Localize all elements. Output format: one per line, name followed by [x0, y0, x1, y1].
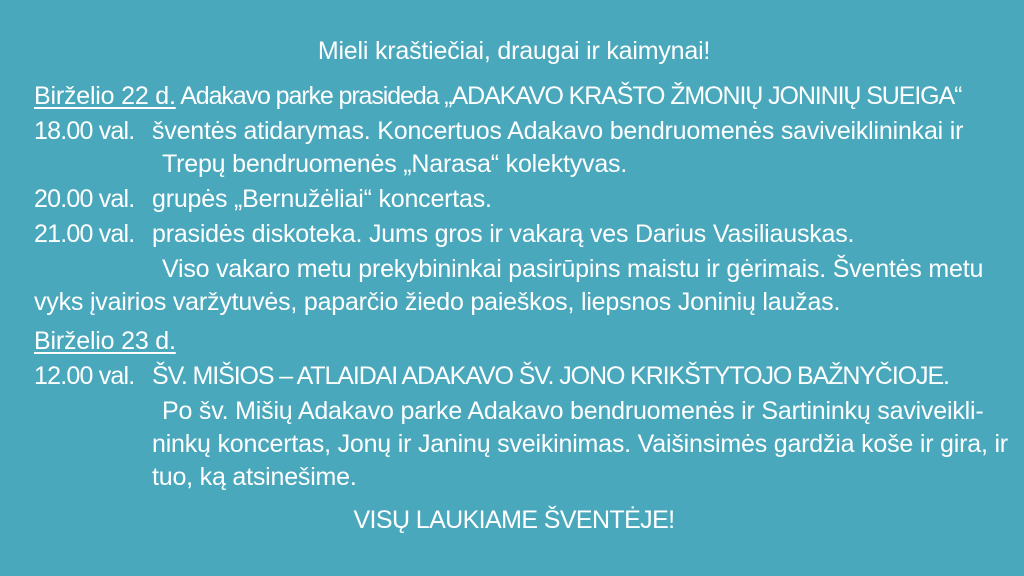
day1-date-label: Birželio 22 d. [34, 82, 176, 110]
day1-date-line [34, 80, 994, 113]
day1-entry-1-text: šventės atidarymas. Koncertuos Adakavo bendruomenės saviveiklininkai ir [152, 117, 964, 145]
day1-entry-2-text: grupės „Bernužėliai“ koncertas. [152, 185, 492, 213]
day2-para-1-text: Po šv. Mišių Adakavo parke Adakavo bendruomenės ir Sartininkų saviveikli- [162, 397, 984, 425]
day2-para-2-text: ninkų koncertas, Jonų ir Janinų sveikinimas. Vaišinsimės gardžia koše ir gira, ir [152, 430, 1008, 458]
day1-entry-1 [34, 115, 994, 148]
page-title: Mieli kraštiečiai, draugai ir kaimynai! [317, 37, 711, 65]
day2-para-3-text: tuo, ką atsinešime. [152, 463, 357, 491]
day2-para-line-3 [34, 461, 994, 494]
day1-note-1-text: Viso vakaro metu prekybininkai pasirūpins maistu ir gėrimais. Šventės metu [162, 255, 984, 283]
day1-entry-2 [34, 183, 994, 216]
day1-entry-1-cont [34, 148, 994, 181]
day2-date-line [34, 325, 994, 358]
day1-date-rest: Adakavo parke prasideda „ADAKAVO KRAŠTO ŽMONIŲ JONINIŲ SUEIGA“ [175, 82, 962, 110]
day1-entry-1-time: 18.00 val. [34, 117, 135, 145]
day1-entry-3-text: prasidės diskoteka. Jums gros ir vakarą ves Darius Vasiliauskas. [152, 220, 855, 248]
day2-para-line-2 [34, 428, 1008, 461]
day2-para-line-1 [34, 395, 994, 428]
day2-entry-1 [34, 360, 994, 393]
day2-entry-1-text: ŠV. MIŠIOS – ATLAIDAI ADAKAVO ŠV. JONO KRIKŠTYTOJO BAŽNYČIOJE. [152, 362, 949, 390]
day2-date-label: Birželio 23 d. [34, 327, 176, 355]
day1-entry-2-time: 20.00 val. [34, 185, 135, 213]
day1-entry-1-cont-text: Trepų bendruomenės „Narasa“ kolektyvas. [162, 150, 628, 178]
day1-note-line-2: vyks įvairios varžytuvės, paparčio žiedo paieškos, liepsnos Joninių laužas. [34, 288, 841, 316]
day1-note-line-1 [34, 253, 994, 286]
day1-entry-3-time: 21.00 val. [34, 220, 135, 248]
day1-entry-3 [34, 218, 994, 251]
day2-entry-1-time: 12.00 val. [34, 362, 135, 390]
closing-line: VISŲ LAUKIAME ŠVENTĖJE! [353, 506, 675, 534]
